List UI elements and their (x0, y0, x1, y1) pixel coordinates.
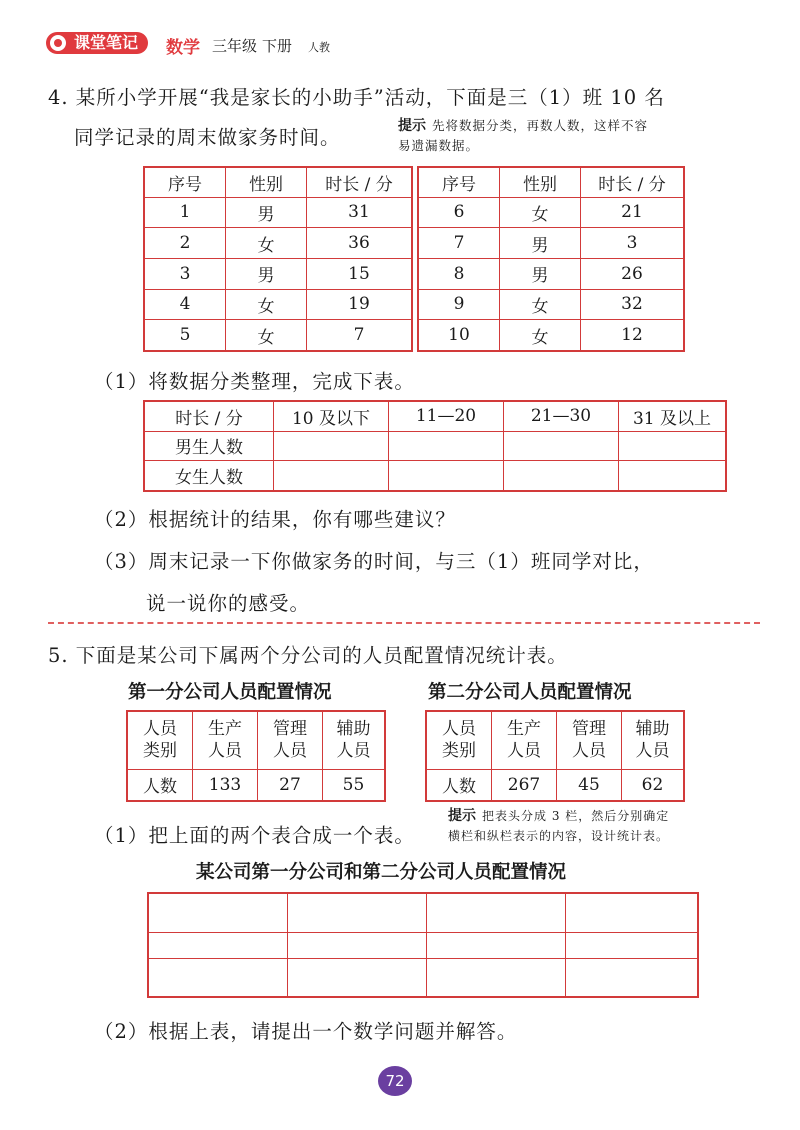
answer-cell[interactable] (504, 431, 619, 461)
answer-cell[interactable] (274, 461, 389, 491)
brand-name: 课堂笔记 (74, 33, 139, 52)
table-cell: 19 (307, 289, 413, 320)
table-row (148, 893, 698, 932)
table-cell: 5 (144, 320, 226, 351)
q5-hint-line1: 把表头分成 3 栏，然后分别确定 (482, 809, 670, 823)
q5-hint (448, 806, 768, 846)
table-cell: 8 (418, 258, 500, 289)
answer-cell[interactable] (427, 932, 566, 958)
row-label-girls: 女生人数 (144, 461, 274, 491)
q4-sub3-line2: 说一说你的感受。 (146, 592, 311, 615)
table-cell: 3 (144, 258, 226, 289)
row-label-boys: 男生人数 (144, 431, 274, 461)
table-row (144, 258, 412, 289)
answer-cell[interactable] (288, 932, 427, 958)
q5-combined-title: 某公司第一分公司和第二分公司人员配置情况 (196, 862, 567, 883)
q4-text-line2: 同学记录的周末做家务时间。 (74, 126, 341, 149)
q4-sub1: （1）将数据分类整理，完成下表。 (94, 370, 415, 393)
table-cell: 7 (418, 228, 500, 259)
table-header-cell: 人员 类别 (127, 711, 193, 769)
table-cell: 2 (144, 228, 226, 259)
header-volume: 下册 (262, 37, 293, 55)
table-cell: 女 (226, 289, 307, 320)
q4-text-line1: 4. 某所小学开展“我是家长的小助手”活动，下面是三（1）班 10 名 (48, 86, 665, 109)
answer-cell[interactable] (148, 932, 288, 958)
answer-cell[interactable] (619, 431, 727, 461)
q4-hint-line1: 先将数据分类，再数人数，这样不容 (432, 118, 649, 133)
table-cell: 31 (307, 197, 413, 228)
table-cell: 女 (226, 228, 307, 259)
table-cell: 62 (622, 769, 685, 801)
q5-hint-label: 提示 (448, 808, 476, 824)
q4-records-table-right (417, 166, 685, 352)
q4-hint (398, 116, 758, 156)
answer-cell[interactable] (504, 461, 619, 491)
table-row (418, 258, 684, 289)
table-cell: 男 (500, 228, 581, 259)
table-cell: 男 (226, 258, 307, 289)
table-cell: 55 (323, 769, 386, 801)
table-row (127, 769, 385, 801)
q4-sub2: （2）根据统计的结果，你有哪些建议？ (94, 508, 456, 531)
answer-cell[interactable] (427, 893, 566, 932)
table-header-cell: 人员 类别 (426, 711, 492, 769)
page-number: 72 (378, 1066, 412, 1096)
table-header-cell: 管理 人员 (557, 711, 622, 769)
table-cell: 26 (581, 258, 685, 289)
answer-cell[interactable] (619, 461, 727, 491)
table-header-cell: 序号 (418, 167, 500, 197)
table-cell: 女 (500, 320, 581, 351)
answer-cell[interactable] (389, 461, 504, 491)
table-header-cell: 性别 (500, 167, 581, 197)
q4-sub3-line1: （3）周末记录一下你做家务的时间，与三（1）班同学对比， (94, 550, 654, 573)
table-cell: 7 (307, 320, 413, 351)
table-row (418, 228, 684, 259)
table-cell: 女 (226, 320, 307, 351)
answer-cell[interactable] (427, 958, 566, 997)
table-cell: 女 (500, 197, 581, 228)
table-cell: 10 (418, 320, 500, 351)
answer-cell[interactable] (288, 958, 427, 997)
table-header-cell: 31 及以上 (619, 401, 727, 431)
q5-hint-line2: 横栏和纵栏表示的内容，设计统计表。 (448, 829, 670, 843)
table-row (144, 461, 726, 491)
header-grade: 三年级 (212, 37, 258, 55)
answer-cell[interactable] (566, 958, 699, 997)
q5-table2-title: 第二分公司人员配置情况 (428, 682, 632, 703)
table-header-cell: 时长 / 分 (307, 167, 413, 197)
q5-table1-title: 第一分公司人员配置情况 (128, 682, 332, 703)
header-subject: 数学 (166, 38, 200, 58)
q4-hint-line2: 易遗漏数据。 (398, 138, 480, 153)
table-row (144, 320, 412, 351)
table-row (418, 320, 684, 351)
table-header-cell: 辅助 人员 (622, 711, 685, 769)
table-cell: 133 (193, 769, 258, 801)
q4-records-table-left (143, 166, 413, 352)
answer-cell[interactable] (566, 932, 699, 958)
q5-branch1-table (126, 710, 386, 802)
answer-cell[interactable] (148, 893, 288, 932)
q4-classification-table (143, 400, 727, 492)
table-header-cell: 时长 / 分 (144, 401, 274, 431)
q5-branch2-table (425, 710, 685, 802)
answer-cell[interactable] (288, 893, 427, 932)
table-row (144, 289, 412, 320)
table-cell: 267 (492, 769, 557, 801)
table-cell: 12 (581, 320, 685, 351)
q4-hint-label: 提示 (398, 118, 426, 134)
table-cell: 45 (557, 769, 622, 801)
section-divider (48, 622, 760, 624)
table-cell: 27 (258, 769, 323, 801)
table-header-cell: 21—30 (504, 401, 619, 431)
answer-cell[interactable] (274, 431, 389, 461)
brand-badge (46, 32, 148, 54)
table-header-cell: 时长 / 分 (581, 167, 685, 197)
table-cell: 3 (581, 228, 685, 259)
table-cell: 女 (500, 289, 581, 320)
table-header-cell: 11—20 (389, 401, 504, 431)
answer-cell[interactable] (148, 958, 288, 997)
table-cell: 6 (418, 197, 500, 228)
table-header-cell: 辅助 人员 (323, 711, 386, 769)
table-row (144, 197, 412, 228)
table-row (144, 228, 412, 259)
table-cell: 4 (144, 289, 226, 320)
table-header-cell: 性别 (226, 167, 307, 197)
table-cell: 32 (581, 289, 685, 320)
table-cell: 36 (307, 228, 413, 259)
table-header-cell: 生产 人员 (193, 711, 258, 769)
table-header-cell: 序号 (144, 167, 226, 197)
table-cell: 15 (307, 258, 413, 289)
table-cell: 21 (581, 197, 685, 228)
table-row (148, 958, 698, 997)
table-cell: 1 (144, 197, 226, 228)
row-label-count: 人数 (127, 769, 193, 801)
table-header-cell: 10 及以下 (274, 401, 389, 431)
table-cell: 男 (500, 258, 581, 289)
q5-text-line1: 5. 下面是某公司下属两个分公司的人员配置情况统计表。 (48, 644, 568, 667)
table-row (418, 197, 684, 228)
table-row (418, 289, 684, 320)
answer-cell[interactable] (566, 893, 699, 932)
table-row (426, 769, 684, 801)
answer-cell[interactable] (389, 431, 504, 461)
q5-sub1: （1）把上面的两个表合成一个表。 (94, 824, 415, 847)
q5-sub2: （2）根据上表，请提出一个数学问题并解答。 (94, 1020, 518, 1043)
header-publisher: 人教 (308, 41, 330, 54)
q5-combined-table (147, 892, 699, 998)
table-row (148, 932, 698, 958)
table-cell: 9 (418, 289, 500, 320)
table-cell: 男 (226, 197, 307, 228)
table-header-cell: 管理 人员 (258, 711, 323, 769)
table-header-cell: 生产 人员 (492, 711, 557, 769)
table-row (144, 431, 726, 461)
page-header (46, 30, 366, 60)
brand-logo-icon (50, 35, 66, 51)
row-label-count: 人数 (426, 769, 492, 801)
